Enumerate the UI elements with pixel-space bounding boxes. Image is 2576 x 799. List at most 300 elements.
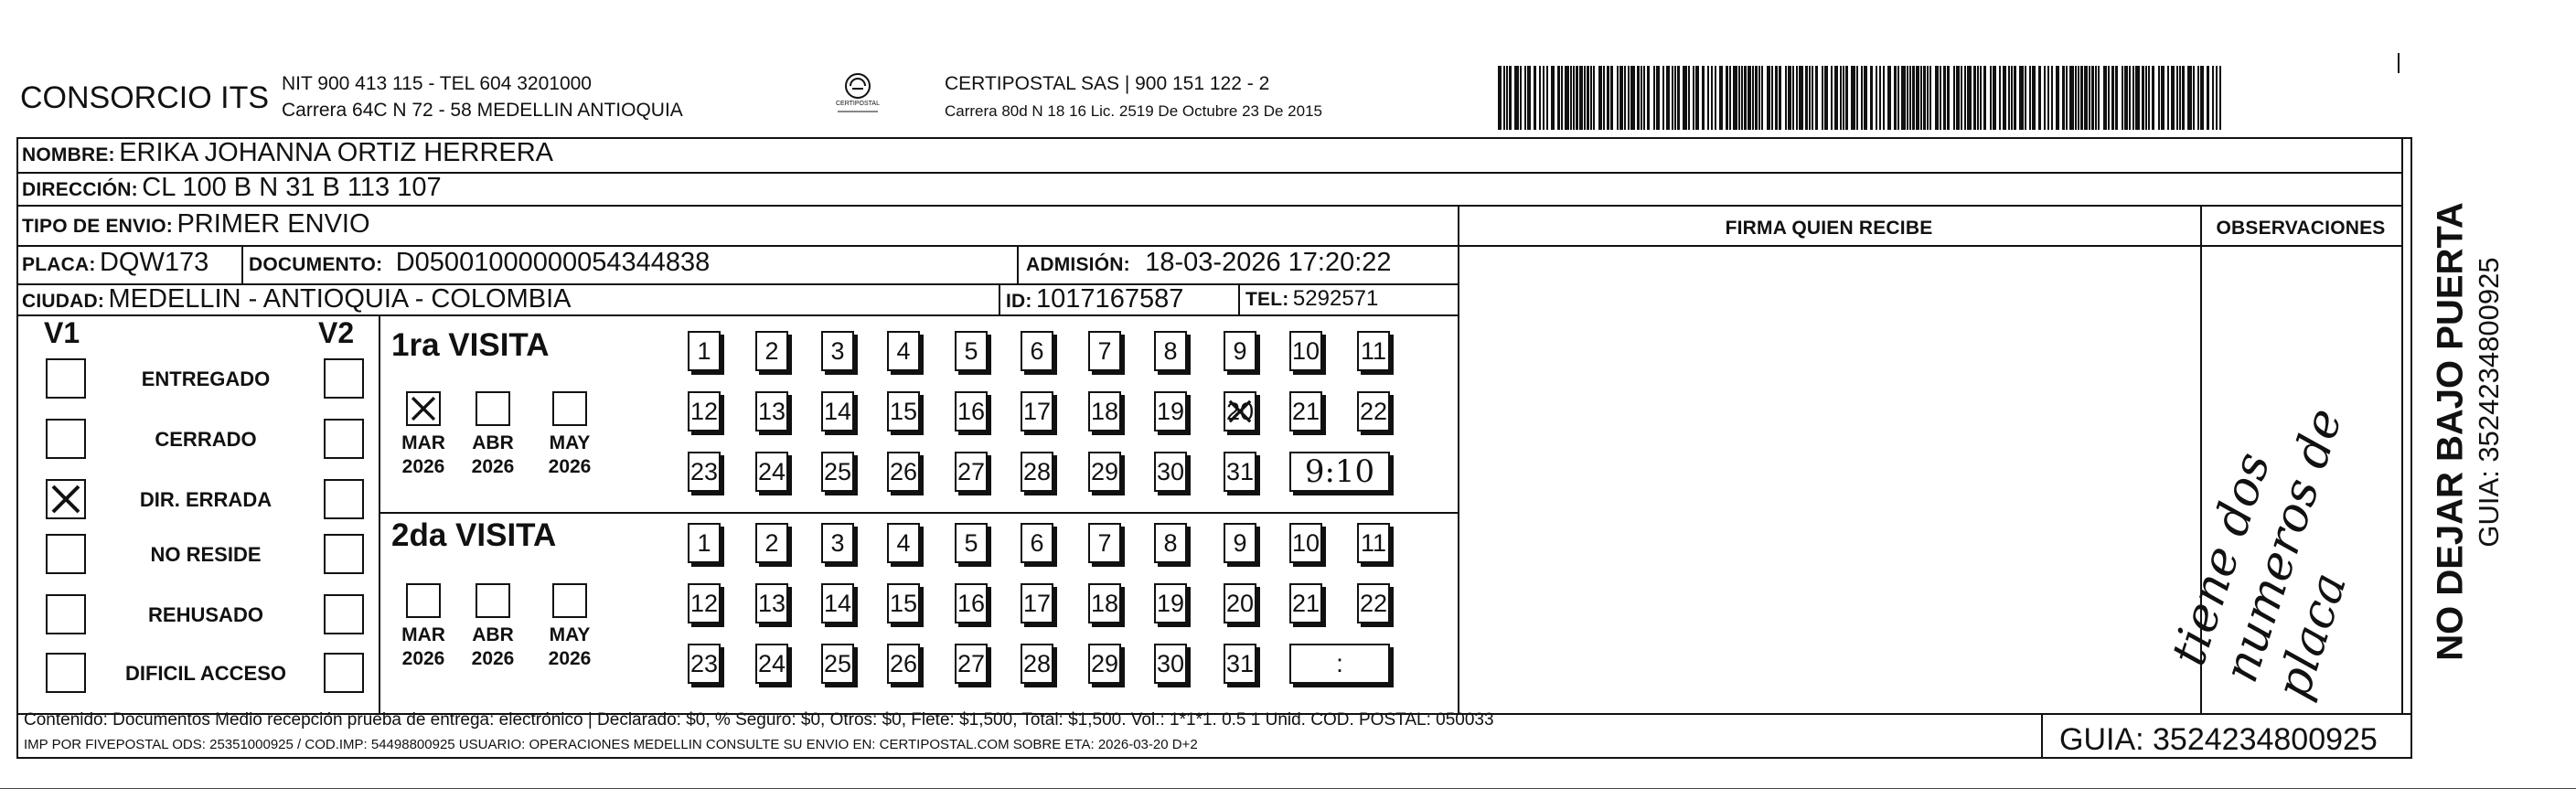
day-number: 5 <box>964 336 978 365</box>
barcode-bar <box>2197 66 2199 130</box>
day-box <box>1088 523 1121 563</box>
barcode-bar <box>1576 66 1578 130</box>
barcode-bar <box>1744 66 1747 130</box>
barcode-bar <box>2161 66 2164 130</box>
day-number: 1 <box>697 528 711 557</box>
month-label: MAY <box>549 624 591 645</box>
barcode-bar <box>2108 66 2110 130</box>
month-checkbox <box>552 391 587 426</box>
v1-checkbox <box>46 594 86 634</box>
day-box <box>688 452 721 492</box>
barcode-bar <box>1779 66 1781 130</box>
barcode-bar <box>1894 66 1897 130</box>
barcode-bar <box>2019 66 2024 130</box>
barcode-bar <box>1967 66 1972 130</box>
v2-checkbox <box>324 534 364 574</box>
barcode-bar <box>1551 66 1555 130</box>
barcode-bar <box>1506 66 1508 130</box>
day-number: 19 <box>1156 397 1185 425</box>
day-number: 19 <box>1156 589 1185 617</box>
day-box <box>955 331 988 371</box>
day-box <box>1357 523 1390 563</box>
barcode-bar <box>1624 66 1626 130</box>
barcode-bar <box>2014 66 2016 130</box>
barcode-bar <box>1561 66 1563 130</box>
barcode-bar <box>1861 66 1863 130</box>
day-box <box>887 583 920 623</box>
barcode-bar <box>1758 66 1760 130</box>
day-number: 8 <box>1163 336 1178 365</box>
day-number: 29 <box>1090 649 1119 677</box>
month-checkbox <box>552 583 587 618</box>
day-number: 2 <box>764 528 779 557</box>
barcode-bar <box>2089 66 2090 130</box>
tipo-envio-label: TIPO DE ENVIO: <box>22 216 173 237</box>
day-box <box>1021 644 1053 684</box>
day-number: 15 <box>889 589 918 617</box>
nombre-value: ERIKA JOHANNA ORTIZ HERRERA <box>119 138 554 167</box>
barcode-bar <box>1923 66 1926 130</box>
barcode-bar <box>1980 66 1982 130</box>
barcode-bar <box>1907 66 1908 130</box>
barcode-bar <box>1964 66 1966 130</box>
day-box <box>688 391 721 431</box>
day-box <box>755 523 788 563</box>
barcode-bar <box>1683 66 1687 130</box>
day-number: 26 <box>889 457 918 485</box>
placa-label: PLACA: <box>22 254 96 275</box>
barcode-bar <box>1824 66 1828 130</box>
month-checkbox <box>406 391 441 426</box>
barcode-bar <box>2025 66 2026 130</box>
barcode-bar <box>1812 66 1813 130</box>
barcode-bar <box>1539 66 1541 130</box>
barcode-bar <box>1901 66 1906 130</box>
barcode-bar <box>1788 66 1791 130</box>
barcode-bar <box>2129 66 2131 130</box>
day-box <box>1224 391 1256 431</box>
barcode-bar <box>1603 66 1605 130</box>
day-number: 14 <box>823 589 852 617</box>
barcode-bar <box>1628 66 1630 130</box>
barcode-bar <box>2193 66 2195 130</box>
barcode-bar <box>1543 66 1545 130</box>
v1-checkbox <box>46 534 86 574</box>
day-number: 17 <box>1022 397 1052 425</box>
barcode-bar <box>2111 66 2114 130</box>
barcode-bar <box>1610 66 1613 130</box>
barcode-bar <box>1729 66 1731 130</box>
barcode-bar <box>1662 66 1664 130</box>
barcode-bar <box>2044 66 2046 130</box>
day-number: 7 <box>1097 336 1112 365</box>
day-number: 22 <box>1359 397 1388 425</box>
barcode-bar <box>2066 66 2068 130</box>
barcode-bar <box>1822 66 1823 130</box>
day-number: 30 <box>1156 649 1185 677</box>
day-box <box>1154 644 1187 684</box>
day-number: 7 <box>1097 528 1112 557</box>
v1-header: V1 <box>44 316 80 349</box>
v1-checkbox <box>46 358 86 399</box>
barcode-bar <box>2075 66 2077 130</box>
barcode-bar <box>1726 66 1728 130</box>
barcode-bar <box>2062 66 2065 130</box>
day-number: 13 <box>757 589 786 617</box>
firma-header: FIRMA QUIEN RECIBE <box>1725 218 1933 239</box>
barcode-bar <box>1879 66 1881 130</box>
ciudad-label: CIUDAD: <box>22 291 105 312</box>
year-label: 2026 <box>401 456 445 477</box>
status-label: NO RESIDE <box>150 543 262 566</box>
documento-value: D05001000000054344838 <box>395 248 711 277</box>
barcode-bar <box>1883 66 1885 130</box>
barcode-bar <box>2091 66 2094 130</box>
barcode-bar <box>1785 66 1787 130</box>
day-number: 16 <box>957 589 986 617</box>
month-checkbox <box>476 583 510 618</box>
barcode-bar <box>1870 66 1873 130</box>
day-box <box>755 391 788 431</box>
bottom-edge <box>0 788 2576 789</box>
day-box <box>1154 331 1187 371</box>
barcode-bar <box>1607 66 1609 130</box>
barcode-bar <box>1702 66 1705 130</box>
day-number: 14 <box>823 397 852 425</box>
barcode-bar <box>1584 66 1586 130</box>
barcode-bar <box>1688 66 1690 130</box>
barcode-bar <box>1809 66 1811 130</box>
barcode-bar <box>1935 66 1939 130</box>
company-name: CONSORCIO ITS <box>20 80 270 115</box>
barcode-bar <box>1876 66 1877 130</box>
month-label: MAR <box>401 624 445 645</box>
barcode-bar <box>1775 66 1778 130</box>
barcode-bar <box>1573 66 1575 130</box>
v2-checkbox <box>324 479 364 519</box>
v2-checkbox <box>324 653 364 693</box>
barcode-bar <box>1943 66 1946 130</box>
barcode-bar <box>1983 66 1986 130</box>
day-box <box>755 644 788 684</box>
barcode-bar <box>2142 66 2144 130</box>
barcode-bar <box>2148 66 2150 130</box>
handwritten-note: tiene dos numeros de placa <box>2161 401 2358 707</box>
barcode-bar <box>1887 66 1891 130</box>
day-number: 6 <box>1030 336 1044 365</box>
year-label: 2026 <box>401 648 445 669</box>
direccion-value: CL 100 B N 31 B 113 107 <box>142 173 442 202</box>
day-box <box>1224 331 1256 371</box>
v1-checkbox <box>46 653 86 693</box>
day-number: 29 <box>1090 457 1119 485</box>
status-label: ENTREGADO <box>141 368 271 390</box>
year-label: 2026 <box>548 648 592 669</box>
day-box <box>1088 583 1121 623</box>
barcode-bar <box>1695 66 1699 130</box>
day-number: 25 <box>823 649 852 677</box>
day-box <box>688 583 721 623</box>
certipostal-logo-icon <box>832 71 883 117</box>
day-box <box>688 331 721 371</box>
v2-checkbox <box>324 594 364 634</box>
barcode-bar <box>1579 66 1583 130</box>
barcode-bar <box>2122 66 2123 130</box>
v2-checkbox <box>324 419 364 459</box>
day-box <box>821 391 854 431</box>
v1-checkbox <box>46 479 86 519</box>
day-number: 27 <box>957 457 986 485</box>
barcode-bar <box>1711 66 1713 130</box>
day-number: 31 <box>1225 649 1255 677</box>
admision-label: ADMISIÓN: <box>1026 254 1130 275</box>
barcode-bar <box>2200 66 2204 130</box>
barcode-bar <box>1598 66 1602 130</box>
barcode-bar <box>1534 66 1536 130</box>
barcode-bar <box>1947 66 1950 130</box>
barcode-bar <box>1796 66 1798 130</box>
barcode-bar <box>1647 66 1650 130</box>
barcode-bar <box>1653 66 1655 130</box>
barcode-bar <box>1993 66 1996 130</box>
day-box <box>887 644 920 684</box>
day-box <box>1289 391 1322 431</box>
placa-value: DQW173 <box>99 248 209 277</box>
month-label: ABR <box>472 432 514 453</box>
barcode-bar <box>1677 66 1680 130</box>
day-number: 1 <box>697 336 711 365</box>
day-number: 3 <box>830 336 845 365</box>
day-number: 4 <box>896 336 911 365</box>
day-box <box>821 523 854 563</box>
day-number: 24 <box>757 457 786 485</box>
barcode-bar <box>1977 66 1979 130</box>
barcode-bar <box>1897 66 1899 130</box>
day-box <box>887 523 920 563</box>
barcode-bar <box>1630 66 1635 130</box>
month-label: MAR <box>401 432 445 453</box>
barcode-bar <box>1843 66 1844 130</box>
barcode-bar <box>2124 66 2128 130</box>
tel-value: 5292571 <box>1292 286 1379 311</box>
barcode-bar <box>2219 66 2221 130</box>
day-box <box>955 523 988 563</box>
barcode-bar <box>1707 66 1709 130</box>
day-box <box>955 452 988 492</box>
day-number: 13 <box>757 397 786 425</box>
day-number: 3 <box>830 528 845 557</box>
admision-value: 18-03-2026 17:20:22 <box>1145 248 1392 277</box>
day-box <box>821 644 854 684</box>
day-number: 25 <box>823 457 852 485</box>
barcode-bar <box>2080 66 2083 130</box>
day-number: 8 <box>1163 528 1178 557</box>
year-label: 2026 <box>548 456 592 477</box>
day-box <box>1154 583 1187 623</box>
barcode-bar <box>1909 66 1911 130</box>
nombre-label: NOMBRE: <box>22 144 115 165</box>
year-label: 2026 <box>471 456 515 477</box>
barcode-bar <box>2176 66 2178 130</box>
barcode-bar <box>1557 66 1560 130</box>
day-number: 5 <box>964 528 978 557</box>
day-box <box>1088 644 1121 684</box>
day-number: 21 <box>1291 397 1320 425</box>
barcode-bar <box>2207 66 2209 130</box>
day-number: 6 <box>1030 528 1044 557</box>
barcode-bar <box>1637 66 1640 130</box>
barcode-bar <box>1565 66 1569 130</box>
day-number: 30 <box>1156 457 1185 485</box>
barcode-bar <box>1738 66 1740 130</box>
barcode-bar <box>2132 66 2134 130</box>
day-number: 28 <box>1022 649 1052 677</box>
day-box <box>1021 331 1053 371</box>
day-box <box>1154 523 1187 563</box>
barcode-bar <box>1771 66 1773 130</box>
day-number: 21 <box>1291 589 1320 617</box>
day-number: 4 <box>896 528 911 557</box>
barcode-bar <box>1840 66 1842 130</box>
barcode-bar <box>1546 66 1548 130</box>
barcode-bar <box>1834 66 1838 130</box>
day-box <box>821 452 854 492</box>
barcode-bar <box>1527 66 1531 130</box>
barcode-bar <box>1593 66 1595 130</box>
day-box <box>1154 452 1187 492</box>
day-number: 31 <box>1225 457 1255 485</box>
barcode-bar <box>1799 66 1803 130</box>
footer-line1: Contenido: Documentos Medio recepción prueba de entrega: electrónico | Declarado: $0, % Seguro: $0, Otros: $0, Flete: $1,500, Total: $1,500. Vol.: 1*1*1. 0.5 1 Unid. COD. POSTAL: 050033 <box>24 710 1494 730</box>
barcode-bar <box>2003 66 2006 130</box>
day-box <box>755 452 788 492</box>
barcode-bar <box>1940 66 1941 130</box>
day-box <box>755 583 788 623</box>
month-checkbox <box>406 583 441 618</box>
day-box <box>887 452 920 492</box>
barcode-bar <box>1693 66 1694 130</box>
barcode-bar <box>2069 66 2074 130</box>
barcode-bar <box>1920 66 1922 130</box>
day-number: 28 <box>1022 457 1052 485</box>
direccion-label: DIRECCIÓN: <box>22 179 138 200</box>
barcode-bar <box>1498 66 1502 130</box>
barcode-bar <box>1929 66 1931 130</box>
day-box <box>1021 391 1053 431</box>
day-number: 18 <box>1090 589 1119 617</box>
status-label: REHUSADO <box>148 603 263 626</box>
day-box <box>821 331 854 371</box>
logo-caption: CERTIPOSTAL <box>836 101 880 107</box>
barcode-bar <box>1831 66 1833 130</box>
documento-label: DOCUMENTO: <box>249 254 383 275</box>
v1-checkbox <box>46 419 86 459</box>
day-box <box>955 644 988 684</box>
barcode-bar <box>1656 66 1660 130</box>
barcode-bar <box>2115 66 2118 130</box>
day-box <box>821 583 854 623</box>
v2-header: V2 <box>318 316 355 349</box>
day-number: 12 <box>689 589 719 617</box>
day-box <box>1021 452 1053 492</box>
day-number: 23 <box>689 649 719 677</box>
barcode-bar <box>2056 66 2059 130</box>
barcode-bar <box>1999 66 2001 130</box>
id-label: ID: <box>1006 291 1032 312</box>
day-box <box>1154 391 1187 431</box>
day-number: 20 <box>1225 589 1255 617</box>
company-address: Carrera 64C N 72 - 58 MEDELLIN ANTIOQUIA <box>282 100 683 121</box>
barcode-bar <box>1617 66 1619 130</box>
barcode-bar <box>2212 66 2214 130</box>
barcode-bar <box>1733 66 1737 130</box>
footer-guia: GUIA: 3524234800925 <box>2059 722 2378 757</box>
tel-label: TEL: <box>1245 289 1289 310</box>
day-number: 24 <box>757 649 786 677</box>
status-label: DIR. ERRADA <box>139 488 273 511</box>
day-number: 27 <box>957 649 986 677</box>
day-box <box>1224 523 1256 563</box>
barcode-bar <box>1570 66 1572 130</box>
barcode-bar <box>1864 66 1867 130</box>
day-number: 10 <box>1291 336 1320 365</box>
day-box <box>1289 523 1322 563</box>
barcode-bar <box>1752 66 1754 130</box>
barcode-bar <box>2167 66 2169 130</box>
day-box <box>688 523 721 563</box>
id-value: 1017167587 <box>1036 284 1184 314</box>
observaciones-header: OBSERVACIONES <box>2216 218 2386 239</box>
barcode-bar <box>1672 66 1673 130</box>
footer-line2: IMP POR FIVEPOSTAL ODS: 25351000925 / COD.IMP: 54498800925 USUARIO: OPERACIONES MEDELLIN CONSULTE SU ENVIO EN: CERTIPOSTAL.COM SOBRE ETA: 2026-03-20 D+2 <box>24 737 1198 752</box>
visit2-title: 2da VISITA <box>391 517 557 553</box>
barcode-bar <box>2158 66 2160 130</box>
day-box <box>1224 583 1256 623</box>
status-label: DIFICIL ACCESO <box>124 662 286 685</box>
day-number: 9 <box>1233 528 1247 557</box>
day-box <box>1224 452 1256 492</box>
barcode-bar <box>2032 66 2036 130</box>
barcode-bar <box>1851 66 1855 130</box>
day-box <box>887 391 920 431</box>
barcode-bar <box>1961 66 1962 130</box>
barcode-bar <box>1912 66 1915 130</box>
company-nit: NIT 900 413 115 - TEL 604 3201000 <box>282 73 592 94</box>
barcode-bar <box>2135 66 2140 130</box>
barcode-bar <box>1514 66 1519 130</box>
time-box: 9:10 <box>1289 452 1390 492</box>
day-number: 20 <box>1225 397 1255 425</box>
day-box <box>887 331 920 371</box>
barcode-bar <box>2171 66 2175 130</box>
barcode-bar <box>1815 66 1818 130</box>
barcode-bar <box>1666 66 1670 130</box>
barcode-bar <box>1619 66 1623 130</box>
barcode-bar <box>2029 66 2031 130</box>
day-box <box>1088 331 1121 371</box>
day-box <box>1021 583 1053 623</box>
barcode-bar <box>1973 66 1976 130</box>
day-number: 11 <box>1360 528 1387 557</box>
barcode-bar <box>1524 66 1526 130</box>
barcode-bar <box>2152 66 2154 130</box>
barcode-bar <box>1805 66 1808 130</box>
side-guia: GUIA: 3524234800925 <box>2473 257 2505 548</box>
barcode-bar <box>2179 66 2181 130</box>
barcode-bar <box>2011 66 2013 130</box>
ciudad-value: MEDELLIN - ANTIOQUIA - COLOMBIA <box>108 284 572 314</box>
barcode-bar <box>1916 66 1919 130</box>
